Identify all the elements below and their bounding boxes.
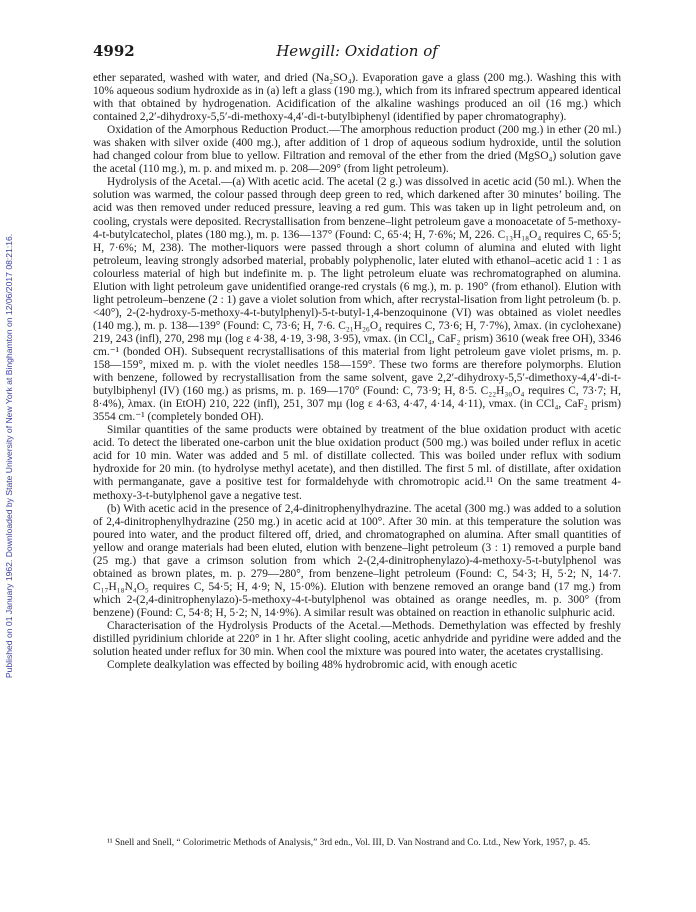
paragraph: (b) With acetic acid in the presence of 2,4-dinitrophenylhydrazine. The acetal (300 mg.) was added to a solution of 2,4-dinitrophenylhydrazine (250 mg.) in acetic acid at 100°. After 30 min. at this temperature the solution was poured into water, and the product filtered off, dried, and chromatographed on alumina. After small quantities of yellow and orange materials had been eluted, elution with benzene–light petroleum (3 : 1) removed a purple band (25 mg.) that gave a crimson solution from which 2-(2,4-dinitrophenylazo)-4-methoxy-5-t-butylphenol was obtained as brown plates, m. p. 279—280°, from benzene–light petroleum (Found: C, 54·3; H, 5·2; N, 14·7. C₁₇H₁₈N₄O₅ requires C, 54·5; H, 4·9; N, 15·0%). Elution with benzene removed an orange band (17 mg.) from which 2-(2,4-dinitrophenylazo)-5-methoxy-4-t-butylphenol was obtained as orange needles, m. p. 300° (from benzene) (Found: C, 54·8; H, 5·2; N, 14·9%). A similar result was obtained on reaction in ethanolic sulphuric acid. <box>93 502 621 619</box>
download-watermark <box>2 0 16 912</box>
paragraph: Similar quantities of the same products were obtained by treatment of the blue oxidation product with acetic acid. To detect the liberated one-carbon unit the blue oxidation product (500 mg.) was boiled under reflux in acetic acid for 10 min. Water was added and 5 ml. of distillate collected. This was boiled under reflux with sodium hydroxide for 20 min. (to hydrolyse methyl acetate), and then distilled. The first 5 ml. of distillate, after oxidation with permanganate, gave a positive test for formaldehyde with chromotropic acid.¹¹ On the same treatment 4-methoxy-3-t-butylphenol gave a negative test. <box>93 424 621 502</box>
download-watermark-text: Published on 01 January 1962. Downloaded by State University of New York at Binghamton on 12/06/2017 08:21:16. <box>4 233 14 679</box>
paragraph: Complete dealkylation was effected by boiling 48% hydrobromic acid, with enough acetic <box>107 659 517 672</box>
page-header <box>93 42 621 64</box>
footnote: ¹¹ Snell and Snell, “ Colorimetric Methods of Analysis,” 3rd edn., Vol. III, D. Van Nostrand and Co. Ltd., New York, 1957, p. 45. <box>107 838 591 848</box>
running-head: Hewgill: Oxidation of <box>276 42 438 60</box>
article-body <box>93 72 621 672</box>
page-number: 4992 <box>93 42 135 60</box>
paragraph: Characterisation of the Hydrolysis Products of the Acetal.—Methods. Demethylation was effected by freshly distilled pyridinium chloride at 220° in 1 hr. After slight cooling, acetic anhydride and pyridine were added and the solution heated under reflux for 30 min. When cool the mixture was poured into water, the acetates crystallising. <box>93 619 621 659</box>
paragraph: ether separated, washed with water, and dried (Na₂SO₄). Evaporation gave a glass (200 mg.). Washing this with 10% aqueous sodium hydroxide as in (a) left a glass (190 mg.), which from its infrared spectrum appeared identical with that obtained by hydrogenation. Acidification of the alkaline washings produced an oil (16 mg.) which contained 2,2′-dihydroxy-5,5′-di-methoxy-4,4′-di-t-butylbiphenyl (identified by paper chromatography). <box>93 72 621 124</box>
paragraph: Hydrolysis of the Acetal.—(a) With acetic acid. The acetal (2 g.) was dissolved in acetic acid (50 ml.). When the solution was warmed, the colour passed through deep green to red, which darkened after 30 minutes’ boiling. The acid was then removed under reduced pressure, leaving a red gum. This was taken up in light petroleum and, on cooling, crystals were deposited. Recrystallisation from benzene–light petroleum gave a monoacetate of 5-methoxy-4-t-butylcatechol, plates (180 mg.), m. p. 136—137° (Found: C, 65·4; H, 7·6%; M, 226. C₁₃H₁₈O₄ requires C, 65·5; H, 7·6%; M, 238). The mother-liquors were passed through a short column of alumina and eluted with light petroleum, leaving strongly adsorbed material, probably polyphenolic, later eluted with ethanol–acetic acid 1 : 1 as colourless material of high but indefinite m. p. The light petroleum eluate was rechromatographed on alumina. Elution with light petroleum gave unidentified orange-red crystals (6 mg.), m. p. 190° (from ethanol). Elution with light petroleum–benzene (2 : 1) gave a violet solution from which, after recrystal-lisation from light petroleum (b. p. <40°), 2-(2-hydroxy-5-methoxy-4-t-butylphenyl)-5-t-butyl-1,4-benzoquinone (VI) was obtained as violet needles (140 mg.), m. p. 138—139° (Found: C, 73·6; H, 7·6. C₂₁H₂₆O₄ requires C, 73·6; H, 7·7%), λmax. (in cyclohexane) 219, 243 (infl), 270, 298 mμ (log ε 4·38, 4·19, 3·98, 3·95), νmax. (in CCl₄, CaF₂ prism) 3610 (weak free OH), 3346 cm.⁻¹ (bonded OH). Subsequent recrystallisations of this material from light petroleum gave violet prisms, m. p. 158—159°, mixed m. p. with the violet needles 158—159°. These two forms are therefore polymorphs. Elution with benzene, followed by recrystallisation from the same solvent, gave 2,2′-dihydroxy-5,5′-dimethoxy-4,4′-di-t-butylbiphenyl (IV) (160 mg.) as prisms, m. p. 169—170° (Found: C, 73·9; H, 8·5. C₂₂H₃₀O₄ requires C, 73·7; H, 8·4%), λmax. (in EtOH) 210, 222 (infl), 251, 307 mμ (log ε 4·63, 4·47, 4·14, 4·11), νmax. (in CCl₄, CaF₂ prism) 3554 cm.⁻¹ (completely bonded OH). <box>93 176 621 424</box>
paragraph: Oxidation of the Amorphous Reduction Product.—The amorphous reduction product (200 mg.) in ether (20 ml.) was shaken with silver oxide (400 mg.), after addition of 1 drop of aqueous sodium hydroxide, until the solution had changed colour from blue to yellow. Filtration and removal of the ether from the dried (MgSO₄) solution gave the acetal (110 mg.), m. p. and mixed m. p. 208—209° (from light petroleum). <box>93 124 621 176</box>
